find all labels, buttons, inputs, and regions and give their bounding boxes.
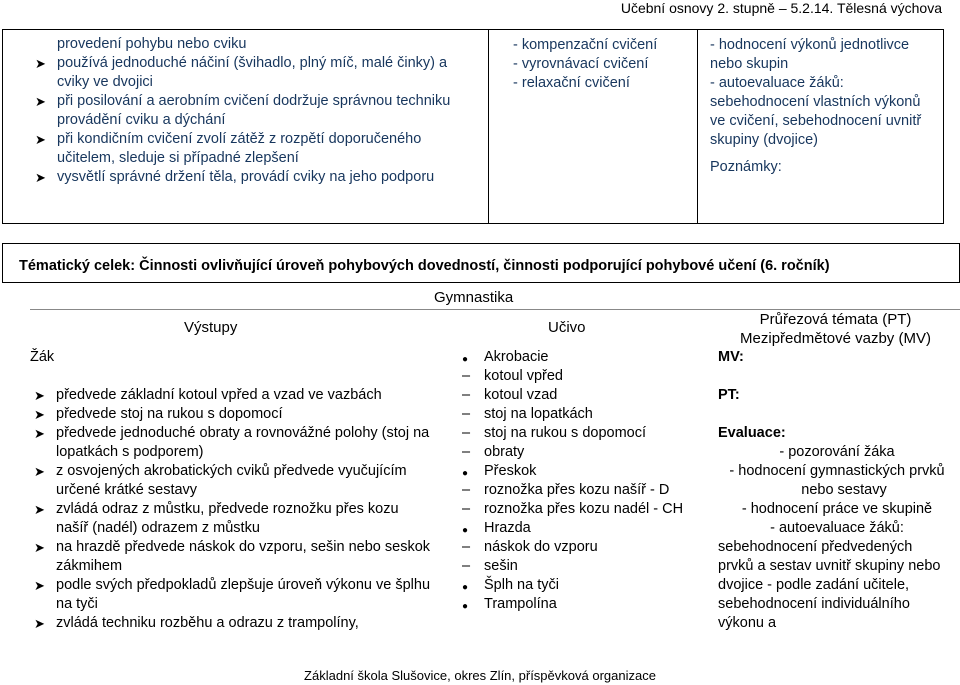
outputs-column	[30, 348, 430, 633]
top-curriculum-item: - relaxační cvičení	[513, 74, 697, 93]
top-outputs-list	[57, 54, 467, 187]
curriculum-topic: ● Šplh na tyči	[484, 576, 724, 595]
theme-box	[2, 243, 960, 283]
notes-label: Poznámky:	[710, 159, 782, 175]
curriculum-subitem: – stoj na rukou s dopomocí	[484, 424, 724, 443]
evaluation-item-text: pozorování žáka	[788, 444, 895, 460]
evaluation-title: Evaluace:	[718, 425, 786, 441]
curriculum-subitem: – obraty	[484, 443, 724, 462]
top-curriculum-item: - vyrovnávací cvičení	[513, 55, 697, 74]
top-curriculum-item: - kompenzační cvičení	[513, 36, 697, 55]
top-evaluation-list	[710, 36, 937, 150]
mv-label: MV:	[718, 349, 744, 365]
curriculum-column	[484, 348, 724, 614]
section-title: Gymnastika	[434, 289, 514, 306]
page-header: Učební osnovy 2. stupně – 5.2.14. Tělesná výchova	[620, 0, 942, 16]
top-evaluation-text: hodnocení výkonů jednotlivce nebo skupin	[710, 37, 910, 72]
curriculum-subitem: – roznožka přes kozu nadél - CH	[484, 500, 724, 519]
curriculum-topic: ● Trampolína	[484, 595, 724, 614]
outputs-lead: provedení pohybu nebo cviku	[57, 36, 247, 52]
curriculum-subitem: – kotoul vzad	[484, 386, 724, 405]
theme-title: Tématický celek: Činnosti ovlivňující úroveň pohybových dovedností, činnosti podporující pohybové učení (6. ročník)	[19, 258, 830, 274]
top-col-curriculum	[488, 29, 698, 224]
output-item: ➤ předvede jednoduché obraty a rovnovážné polohy (stoj na lopatkách s podporem)	[56, 424, 430, 462]
output-item: ➤ podle svých předpokladů zlepšuje úroveň výkonu ve šplhu na tyči	[56, 576, 430, 614]
output-item: ➤ zvládá odraz z můstku, předvede roznožku přes kozu našíř (nadél) odrazem z můstku	[56, 500, 430, 538]
top-output-item: ➤ při kondičním cvičení zvolí zátěž z rozpětí doporučeného učitelem, sleduje si případné zlepšení	[57, 130, 467, 168]
curriculum-list	[484, 348, 724, 614]
outputs-list	[30, 386, 430, 633]
evaluation-item: - hodnocení práce ve skupině	[741, 501, 933, 517]
evaluation-item: - pozorování žáka	[779, 444, 895, 460]
curriculum-topic: ● Akrobacie	[484, 348, 724, 367]
curriculum-subitem: – kotoul vpřed	[484, 367, 724, 386]
header-crosscurricular: Průřezová témata (PT) Mezipředmětové vazby (MV)	[740, 311, 931, 347]
crosscurricular-column	[718, 348, 948, 633]
pt-label: PT:	[718, 387, 740, 403]
evaluation-item: - autoevaluace žáků:	[770, 520, 904, 536]
curriculum-topic: ● Hrazda	[484, 519, 724, 538]
evaluation-item: - hodnocení gymnastických prvků nebo sestavy	[729, 463, 945, 498]
header-outputs: Výstupy	[184, 319, 238, 336]
evaluation-item-text: autoevaluace žáků:	[778, 520, 904, 536]
evaluation-item-text: hodnocení práce ve skupině	[750, 501, 933, 517]
output-item: ➤ na hrazdě předvede náskok do vzporu, sešin nebo seskok zákmihem	[56, 538, 430, 576]
header-curriculum: Učivo	[548, 319, 586, 336]
curriculum-topic: ● Přeskok	[484, 462, 724, 481]
page-footer: Základní škola Slušovice, okres Zlín, příspěvková organizace	[304, 668, 656, 683]
top-col-outputs	[2, 29, 489, 224]
output-item: ➤ zvládá techniku rozběhu a odrazu z trampolíny,	[56, 614, 430, 633]
curriculum-subitem: – náskok do vzporu	[484, 538, 724, 557]
top-output-item: ➤ používá jednoduché náčiní (švihadlo, plný míč, malé činky) a cviky ve dvojici	[57, 54, 467, 92]
pupil-label: Žák	[30, 349, 55, 365]
curriculum-subitem: – sešin	[484, 557, 724, 576]
output-item: ➤ předvede základní kotoul vpřed a vzad ve vazbách	[56, 386, 430, 405]
top-evaluation-item: - autoevaluace žáků: sebehodnocení vlastních výkonů ve cvičení, sebehodnocení uvnitř skupiny (dvojice)	[710, 75, 922, 148]
top-evaluation-text: autoevaluace žáků: sebehodnocení vlastních výkonů ve cvičení, sebehodnocení uvnitř skupiny (dvojice)	[710, 75, 922, 148]
top-curriculum-list	[489, 30, 697, 93]
curriculum-subitem: – stoj na lopatkách	[484, 405, 724, 424]
output-item: ➤ z osvojených akrobatických cviků předvede vyučujícím určené krátké sestavy	[56, 462, 430, 500]
evaluation-list	[718, 443, 948, 538]
evaluation-item-text: hodnocení gymnastických prvků nebo sestavy	[738, 463, 945, 498]
top-col-evaluation	[697, 29, 944, 224]
evaluation-text: sebehodnocení předvedených prvků a sestav uvnitř skupiny nebo dvojice - podle zadání učitele, sebehodnocení individuálního výkonu a	[718, 539, 941, 631]
top-output-item: ➤ při posilování a aerobním cvičení dodržuje správnou techniku provádění cviku a dýchání	[57, 92, 467, 130]
output-item: ➤ předvede stoj na rukou s dopomocí	[56, 405, 430, 424]
top-evaluation-item: - hodnocení výkonů jednotlivce nebo skupin	[710, 37, 910, 72]
top-output-item: ➤ vysvětlí správné držení těla, provádí cviky na jeho podporu	[57, 168, 467, 187]
curriculum-subitem: – roznožka přes kozu našíř - D	[484, 481, 724, 500]
